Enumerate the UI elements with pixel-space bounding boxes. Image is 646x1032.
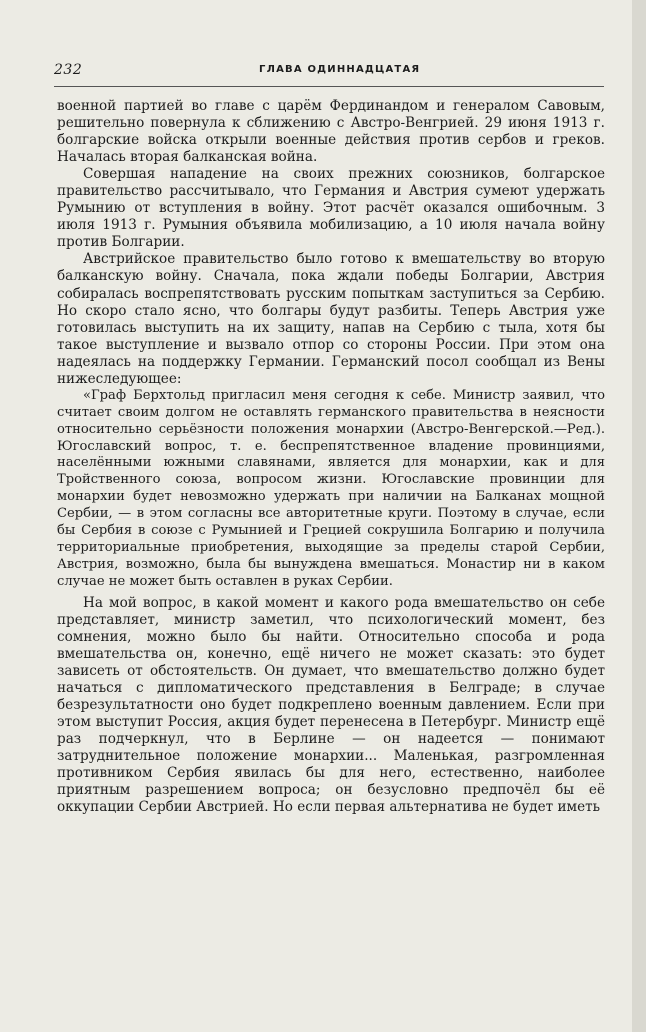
quoted-paragraph: «Граф Берхтольд пригласил меня сегодня к себе. Министр заявил, что считает своим долгом не оставлять германского правительства в неясности относительно серьёзности положения монархии (Австро-Венгерской.—Ред.). Югославский вопрос, т. е. беспрепятственное владение провинциями, населёнными южными славянами, является для монархии, как и для Тройственного союза, вопросом жизни. Югославские провинции для монархии будет невозможно удержать при наличии на Балканах мощной Сербии, — в этом согласны все авторитетные круги. Поэтому в случае, если бы Сербия в союзе с Румынией и Грецией сокрушила Болгарию и получила территориальные приобретения, выходящие за пределы старой Сербии, Австрия, возможно, была бы вынуждена вмешаться. Монастир ни в каком случае не может быть оставлен в руках Сербии. bbox=[57, 387, 605, 589]
running-chapter-title: ГЛАВА ОДИННАДЦАТАЯ bbox=[259, 64, 421, 75]
paragraph: На мой вопрос, в какой момент и какого рода вмешательство он себе представляет, министр заметил, что психологический момент, без сомнения, можно было бы найти. Относительно способа и рода вмешательства он, конечно, ещё ничего не может сказать: это будет зависеть от обстоятельств. Он думает, что вмешательство должно будет начаться с дипломатического представления в Белграде; в случае безрезультатности оно будет подкреплено военным давлением. Если при этом выступит Россия, акция будет перенесена в Петербург. Министр ещё раз подчеркнул, что в Берлине — он надеется — понимают затруднительное положение монархии... Маленькая, разгромленная противником Сербия явилась бы для него, естественно, наиболее приятным разрешением вопроса; он безусловно предпочёл бы её оккупации Сербии Австрией. Но если первая альтернатива не будет иметь bbox=[57, 594, 605, 816]
header-rule bbox=[54, 86, 604, 87]
page-body bbox=[57, 98, 605, 816]
paragraph: Австрийское правительство было готово к вмешательству во вторую балканскую войну. Сначала, пока ждали победы Болгарии, Австрия собиралась воспрепятствовать русским попыткам заступиться за Сербию. Но скоро стало ясно, что болгары будут разбиты. Теперь Австрия уже готовилась выступить на их защиту, напав на Сербию с тыла, хотя бы такое выступление и вызвало отпор со стороны России. При этом она надеялась на поддержку Германии. Германский посол сообщал из Вены нижеследующее: bbox=[57, 251, 605, 387]
paragraph: Совершая нападение на своих прежних союзников, болгарское правительство рассчитывало, что Германия и Австрия сумеют удержать Румынию от вступления в войну. Этот расчёт оказался ошибочным. 3 июля 1913 г. Румыния объявила мобилизацию, а 10 июля начала войну против Болгарии. bbox=[57, 166, 605, 251]
paragraph: военной партией во главе с царём Фердинандом и генералом Савовым, решительно повернула к сближению с Австро-Венгрией. 29 июня 1913 г. болгарские войска открыли военные действия против сербов и греков. Началась вторая балканская война. bbox=[57, 98, 605, 166]
page-edge bbox=[632, 0, 646, 1032]
page-header bbox=[54, 62, 604, 82]
page-number: 232 bbox=[54, 62, 83, 78]
